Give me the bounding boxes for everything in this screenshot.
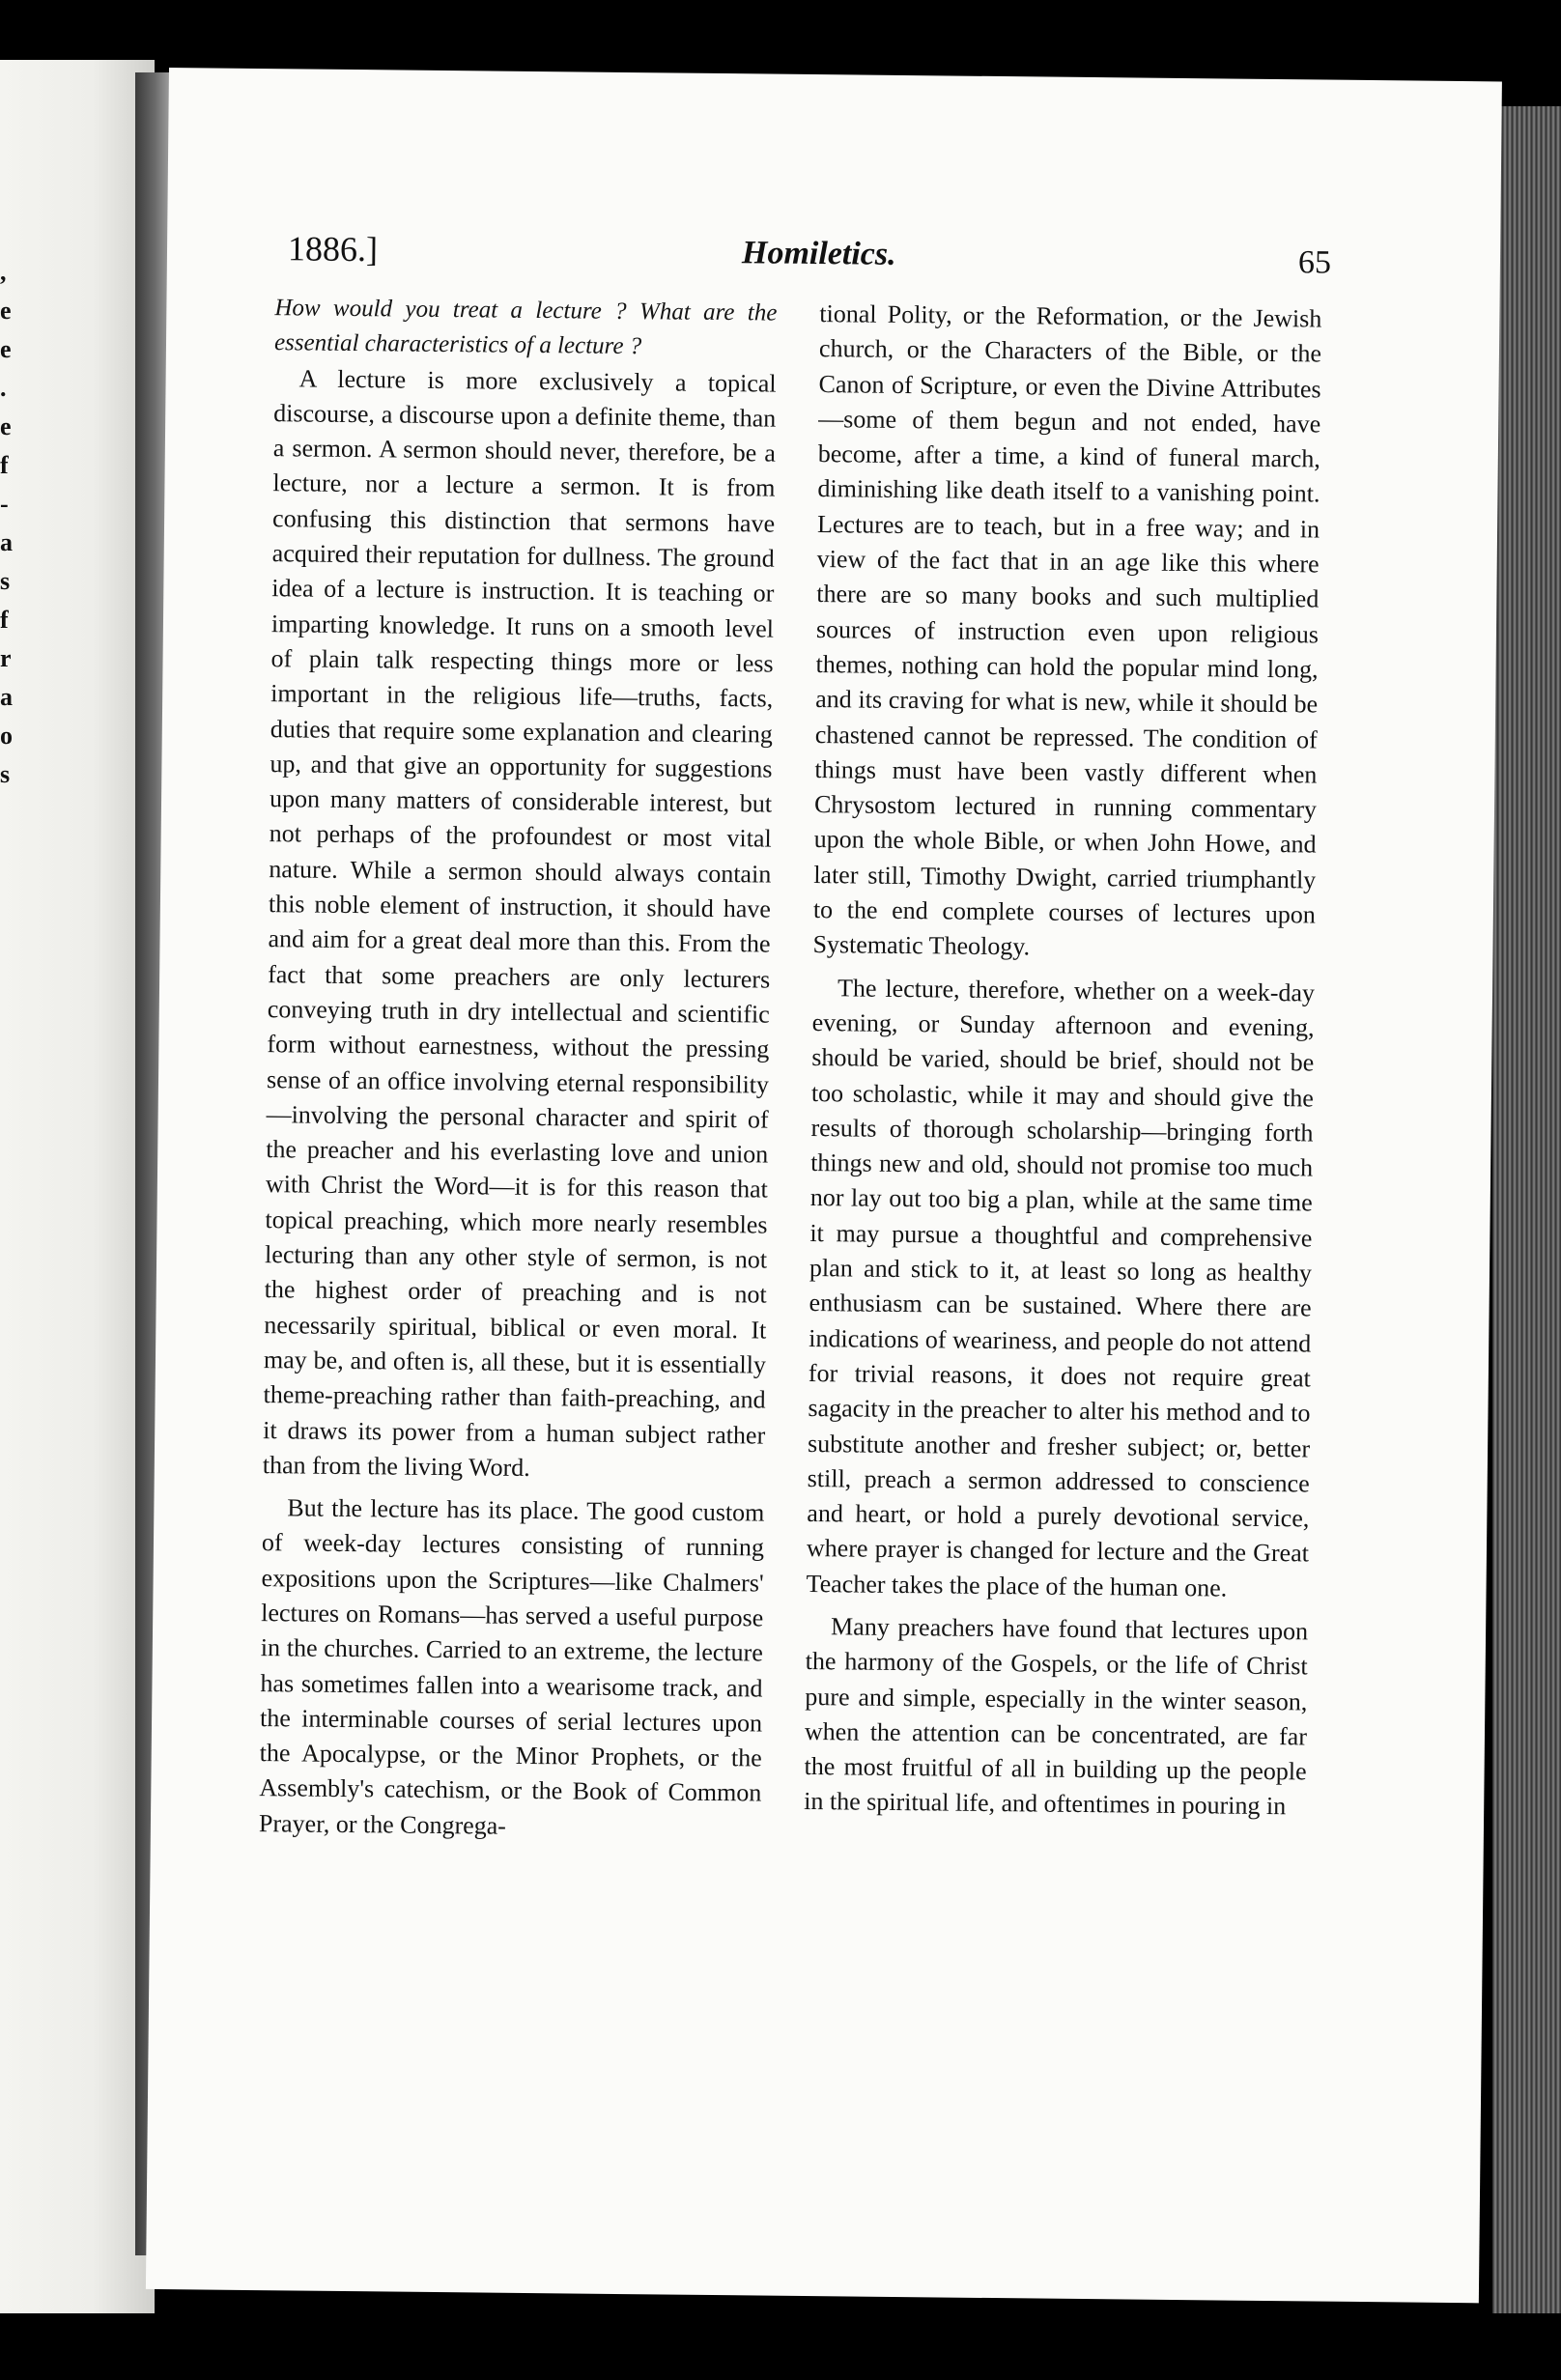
margin-fragment: f (0, 451, 9, 479)
margin-fragment: s (0, 760, 11, 788)
right-column (804, 297, 1321, 1825)
paragraph: But the lecture has its place. The good custom of week-day lectures consisting of running expositions upon the Scriptures—like Chalmers' lectures on Romans—has served a useful purpose in the churches. Carried to an extreme, the lecture has sometimes fallen into a wearisome track, and the interminable courses of serial lectures upon the Apocalypse, or the Minor Prophets, or the Assembly's catechism, or the Book of Common Prayer, or the Congrega- (258, 1493, 765, 1840)
margin-fragment: e (0, 297, 12, 325)
page-header (288, 228, 1331, 287)
page-number: 65 (1297, 244, 1332, 281)
margin-fragment: f (0, 606, 9, 634)
margin-fragment: , (0, 258, 7, 286)
facing-page-fragment (0, 60, 155, 2368)
header-year: 1886.] (287, 229, 379, 269)
margin-fragment: - (0, 490, 9, 518)
paragraph: Many preachers have found that lectures upon the harmony of the Gospels, or the life of Christ pure and simple, especially in the winter season, when the attention can be concentrated, are far the most fruitful of all in building up the people in the spiritual life, and oftentimes in pouring in (804, 1612, 1309, 1821)
margin-fragment: e (0, 412, 12, 440)
paragraph: A lecture is more exclusively a topical discourse, a discourse upon a definite theme, than a sermon. A sermon should never, therefore, be a lecture, nor a lecture a sermon. It is from confusing this distinction that sermons have acquired their reputation for dullness. The ground idea of a lecture is instruction. It is teaching or imparting knowledge. It runs on a smooth level of plain talk respecting things more or less important in the religious life—truths, facts, duties that require some explanation and clearing up, and that give an opportunity for suggestions upon many matters of considerable interest, but not perhaps of the profoundest or most vital nature. While a sermon should always contain this noble element of instruction, it should have and aim for a great deal more than this. From the fact that some preachers are only lecturers conveying truth in dry intellectual and scientific form without earnestness, without the pressing sense of an office involving eternal responsibility—involving the personal character and spirit of the preacher and his everlasting love and union with Christ the Word—it is for this reason that topical preaching, which more nearly resembles lecturing than any other style of sermon, is not the highest order of preaching and is not necessarily spiritual, biblical or even moral. It may be, and often is, all these, but it is essentially theme-preaching rather than faith-preaching, and it draws its power from a human subject rather than from the living Word. (262, 364, 777, 1482)
paragraph: The lecture, therefore, whether on a week-day evening, or Sunday afternoon and evening, should be varied, should be brief, should not be too scholastic, while it may and should give the results of thorough scholarship—bringing forth things new and old, should not promise too much nor lay out too big a plan, while at the same time it may pursue a thoughtful and comprehensive plan and stick to it, at least so long as healthy enthusiasm can be sustained. Where there are indications of weariness, and people do not attend for trivial reasons, it does not require great sagacity in the preacher to alter his method and to substitute another and fresher subject; or, better still, preach a sermon addressed to conscience and heart, or hold a purely devotional service, where prayer is changed for lecture and the Great Teacher takes the place of the human one. (806, 973, 1316, 1602)
margin-fragment: a (0, 683, 13, 711)
margin-fragment: e (0, 335, 12, 363)
margin-fragment: a (0, 528, 13, 556)
facing-page-margin-text (0, 253, 19, 794)
margin-fragment: s (0, 567, 11, 595)
page-edges (1492, 106, 1561, 2380)
margin-fragment: r (0, 644, 12, 672)
paragraph: tional Polity, or the Reformation, or the Jewish church, or the Characters of the Bible, or the Canon of Scripture, or even the Divine Attributes—some of them begun and not ended, have become, after a time, a kind of funeral march, diminishing like death itself to a vanishing point. Lectures are to teach, but in a free way; and in view of the fact that in an age like this where there are so many books and such multiplied sources of instruction even upon religious themes, nothing can hold the popular mind long, and its craving for what is new, while it should be chastened cannot be repressed. The condition of things must have been vastly different when Chrysostom lectured in running commentary upon the whole Bible, or when John Howe, and later still, Timothy Dwight, carried triumphantly to the end complete courses of lectures upon Systematic Theology. (812, 299, 1322, 961)
question-heading: How would you treat a lecture ? What are the essential characteristics of a lecture ? (273, 295, 778, 360)
scan-border (0, 2313, 1561, 2380)
running-title: Homiletics. (741, 235, 896, 272)
book-page (146, 68, 1502, 2303)
margin-fragment: . (0, 374, 7, 402)
left-column (259, 291, 778, 1846)
margin-fragment: o (0, 722, 13, 750)
